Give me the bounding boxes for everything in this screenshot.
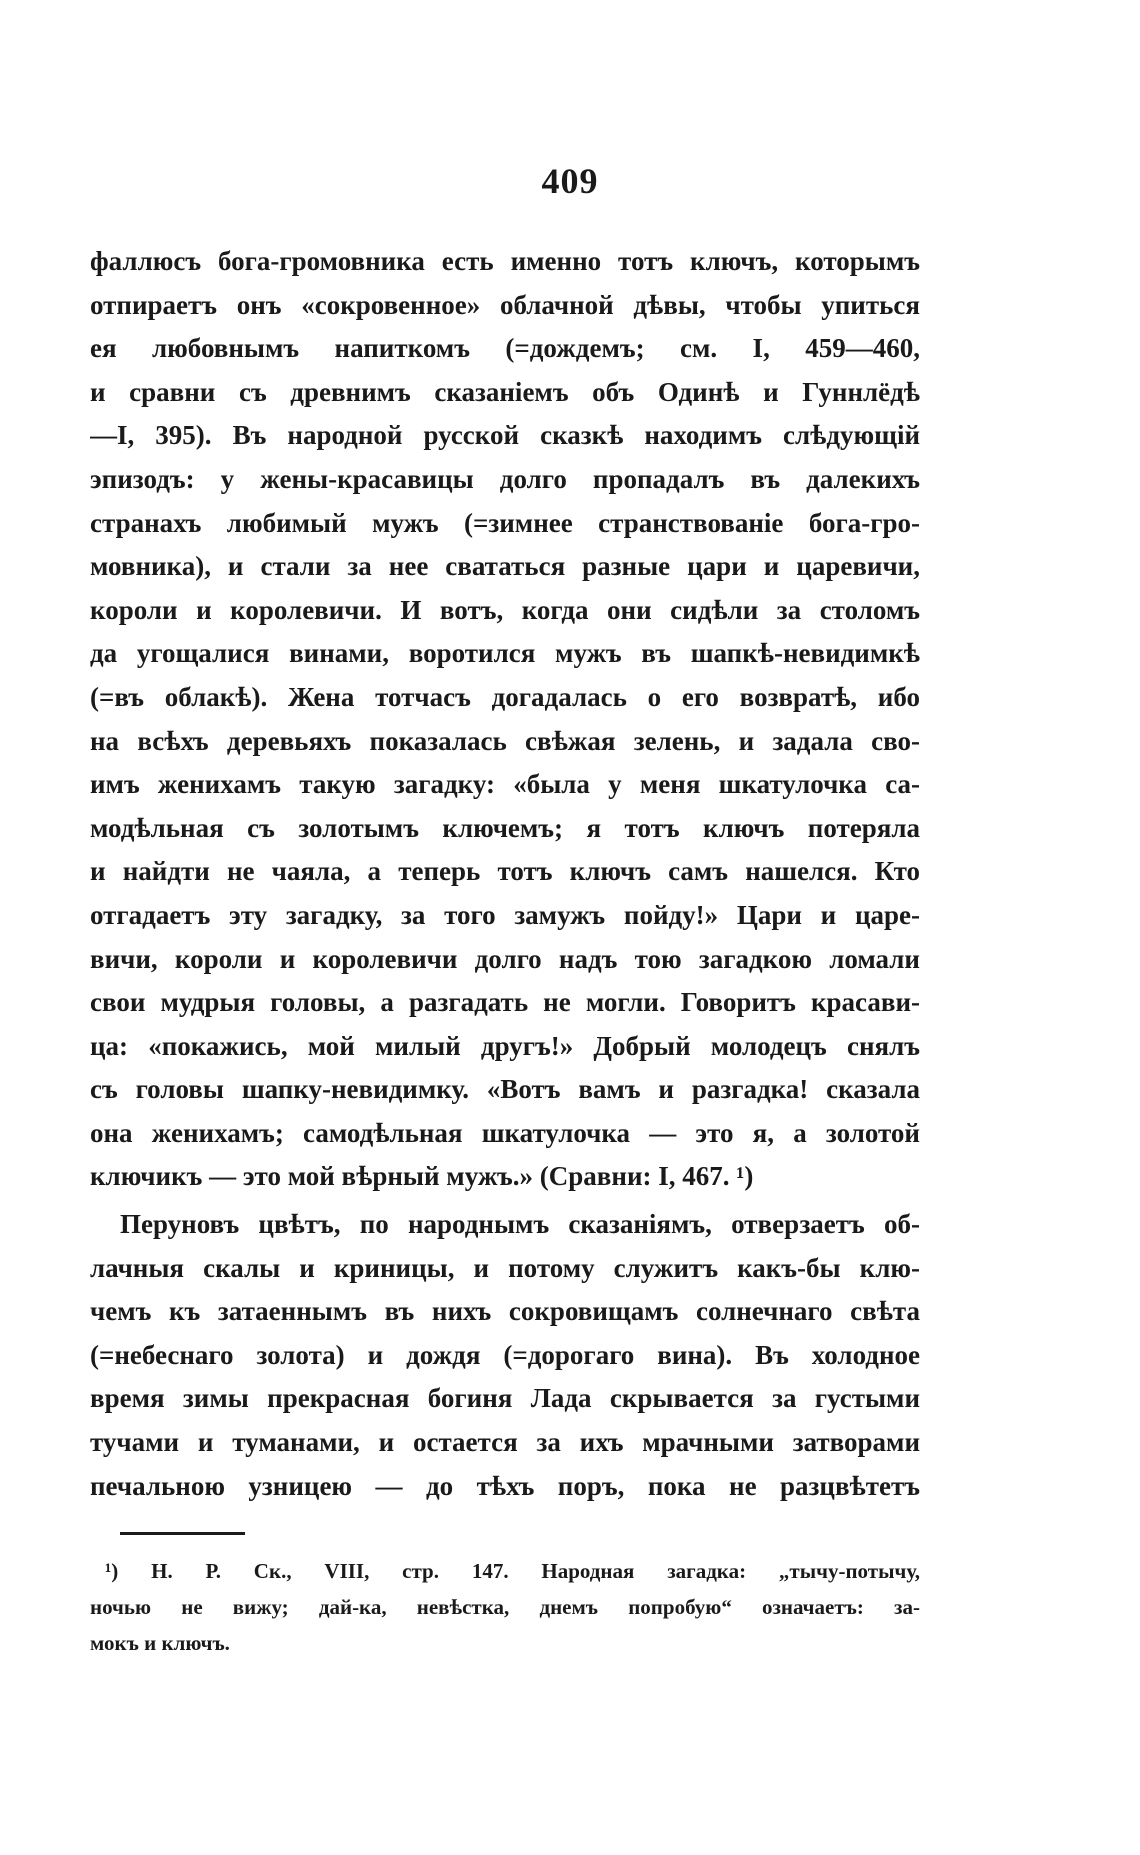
text-line: странахъ любимый мужъ (=зимнее странствованіе бога-гро- — [90, 507, 920, 538]
text-line: отгадаетъ эту загадку, за того замужъ пойду!» Цари и царе- — [90, 899, 920, 930]
paragraph-1 — [90, 240, 920, 1199]
footnote-1 — [90, 1553, 920, 1661]
text-line: ца: «покажись, мой милый другъ!» Добрый молодецъ снялъ — [90, 1030, 920, 1061]
text-line: (=небеснаго золота) и дождя (=дорогаго вина). Въ холодное — [90, 1339, 920, 1370]
text-line: вичи, короли и королевичи долго надъ тою загадкою ломали — [90, 943, 920, 974]
text-line: фаллюсъ бога-громовника есть именно тотъ ключъ, которымъ — [90, 246, 920, 276]
footnote-line: ¹) Н. Р. Ск., VIII, стр. 147. Народная загадка: „тычу-потычу, — [105, 1559, 920, 1583]
text-line: ея любовнымъ напиткомъ (=дождемъ; см. I, 459—460, — [90, 333, 920, 364]
text-line: да угощалися винами, воротился мужъ въ шапкѣ-невидимкѣ — [90, 638, 920, 669]
text-line: время зимы прекрасная богиня Лада скрывается за густыми — [90, 1383, 920, 1414]
text-line: —I, 395). Въ народной русской сказкѣ находимъ слѣдующій — [90, 420, 920, 451]
text-line: (=въ облакѣ). Жена тотчасъ догадалась о его возвратѣ, ибо — [90, 681, 920, 712]
page-number: 409 — [541, 161, 599, 201]
paragraph-2 — [90, 1203, 920, 1508]
footnote-line: мокъ и ключъ. — [90, 1631, 230, 1655]
text-line: модѣльная съ золотымъ ключемъ; я тотъ ключъ потеряла — [90, 812, 920, 843]
text-line: на всѣхъ деревьяхъ показалась свѣжая зелень, и задала сво- — [90, 725, 920, 756]
text-line: она женихамъ; самодѣльная шкатулочка — это я, а золотой — [90, 1117, 920, 1148]
text-line: мовника), и стали за нее свататься разные цари и царевичи, — [90, 551, 920, 582]
footnote-line: ночью не вижу; дай-ка, невѣстка, днемъ попробую“ означаетъ: за- — [90, 1595, 920, 1619]
text-line: съ головы шапку-невидимку. «Вотъ вамъ и разгадка! сказала — [90, 1074, 920, 1105]
text-line: и сравни съ древнимъ сказаніемъ объ Одинѣ и Гуннлёдѣ — [90, 376, 920, 407]
text-line: свои мудрыя головы, а разгадать не могли. Говоритъ красави- — [90, 987, 920, 1018]
main-text — [90, 240, 920, 1508]
text-line: чемъ къ затаеннымъ въ нихъ сокровищамъ солнечнаго свѣта — [90, 1296, 920, 1327]
footnotes — [90, 1553, 920, 1661]
text-line: лачныя скалы и криницы, и потому служитъ какъ-бы клю- — [90, 1252, 920, 1283]
text-line: Перуновъ цвѣтъ, по народнымъ сказаніямъ, отверзаетъ об- — [120, 1209, 920, 1240]
text-line: отпираетъ онъ «сокровенное» облачной дѣвы, чтобы упиться — [90, 289, 920, 320]
text-line: эпизодъ: у жены-красавицы долго пропадалъ въ далекихъ — [90, 463, 920, 494]
text-line: ключикъ — это мой вѣрный мужъ.» (Сравни: I, 467. ¹) — [90, 1161, 754, 1192]
text-line: короли и королевичи. И вотъ, когда они сидѣли за столомъ — [90, 594, 920, 625]
text-line: печальною узницею — до тѣхъ поръ, пока не разцвѣтетъ — [90, 1470, 920, 1501]
text-line: тучами и туманами, и остается за ихъ мрачными затворами — [90, 1427, 920, 1458]
text-line: и найдти не чаяла, а теперь тотъ ключъ самъ нашелся. Кто — [90, 856, 920, 887]
footnote-divider — [120, 1532, 245, 1535]
text-line: имъ женихамъ такую загадку: «была у меня шкатулочка са- — [90, 769, 920, 800]
